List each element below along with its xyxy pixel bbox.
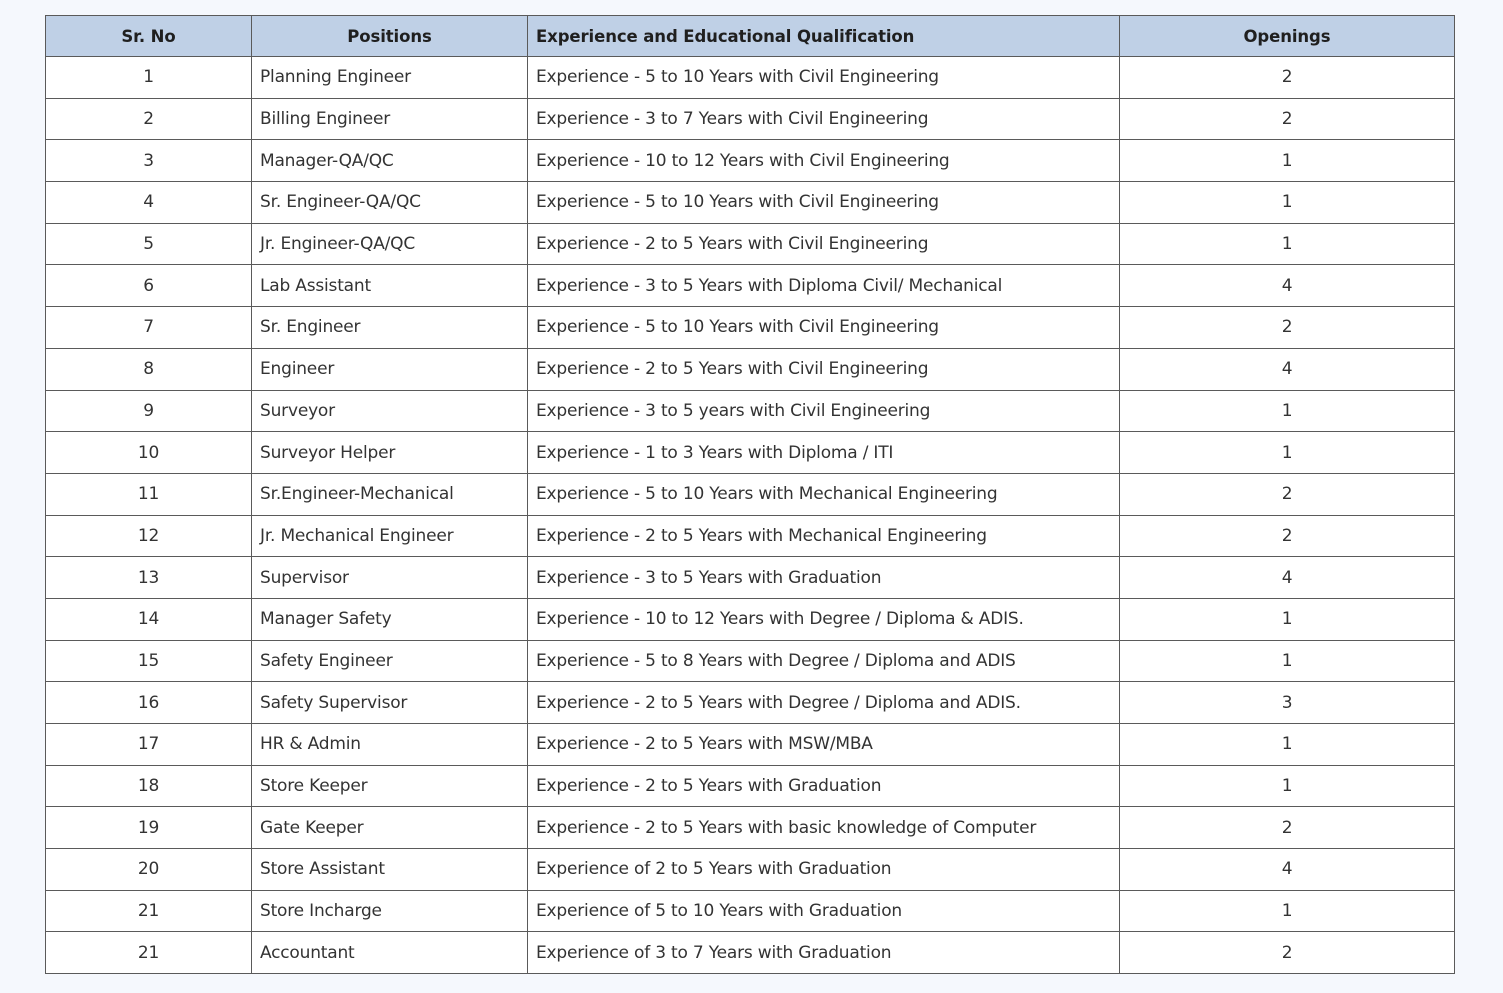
- cell-qualification: Experience - 2 to 5 Years with Mechanical Engineering: [528, 515, 1120, 557]
- cell-sr-no: 10: [46, 432, 252, 474]
- cell-position: Surveyor Helper: [252, 432, 528, 474]
- cell-sr-no: 21: [46, 890, 252, 932]
- table-row: [46, 640, 1455, 682]
- table-row: [46, 765, 1455, 807]
- table-row: [46, 724, 1455, 766]
- cell-position: HR & Admin: [252, 724, 528, 766]
- cell-sr-no: 19: [46, 807, 252, 849]
- cell-openings: 1: [1120, 390, 1455, 432]
- table-row: [46, 307, 1455, 349]
- cell-openings: 2: [1120, 515, 1455, 557]
- cell-sr-no: 13: [46, 557, 252, 599]
- cell-sr-no: 12: [46, 515, 252, 557]
- cell-openings: 2: [1120, 57, 1455, 99]
- table-row: [46, 265, 1455, 307]
- cell-sr-no: 15: [46, 640, 252, 682]
- cell-openings: 4: [1120, 348, 1455, 390]
- cell-qualification: Experience - 5 to 8 Years with Degree / Diploma and ADIS: [528, 640, 1120, 682]
- cell-position: Store Keeper: [252, 765, 528, 807]
- cell-position: Safety Engineer: [252, 640, 528, 682]
- header-positions: Positions: [252, 16, 528, 57]
- header-qualification: Experience and Educational Qualification: [528, 16, 1120, 57]
- job-openings-table: [45, 15, 1455, 974]
- table-row: [46, 223, 1455, 265]
- table-header-row: [46, 16, 1455, 57]
- header-sr-no: Sr. No: [46, 16, 252, 57]
- table-row: [46, 57, 1455, 99]
- cell-position: Manager Safety: [252, 598, 528, 640]
- table-row: [46, 890, 1455, 932]
- cell-sr-no: 16: [46, 682, 252, 724]
- cell-sr-no: 14: [46, 598, 252, 640]
- cell-sr-no: 1: [46, 57, 252, 99]
- cell-position: Manager-QA/QC: [252, 140, 528, 182]
- cell-openings: 4: [1120, 557, 1455, 599]
- cell-sr-no: 21: [46, 932, 252, 974]
- cell-position: Supervisor: [252, 557, 528, 599]
- cell-openings: 1: [1120, 223, 1455, 265]
- cell-openings: 2: [1120, 98, 1455, 140]
- table-row: [46, 348, 1455, 390]
- cell-position: Jr. Engineer-QA/QC: [252, 223, 528, 265]
- table-row: [46, 682, 1455, 724]
- cell-sr-no: 17: [46, 724, 252, 766]
- cell-qualification: Experience - 2 to 5 Years with Civil Engineering: [528, 223, 1120, 265]
- cell-sr-no: 5: [46, 223, 252, 265]
- cell-openings: 1: [1120, 432, 1455, 474]
- cell-position: Jr. Mechanical Engineer: [252, 515, 528, 557]
- cell-position: Sr. Engineer-QA/QC: [252, 182, 528, 224]
- cell-qualification: Experience - 2 to 5 Years with MSW/MBA: [528, 724, 1120, 766]
- table-row: [46, 140, 1455, 182]
- cell-qualification: Experience of 3 to 7 Years with Graduation: [528, 932, 1120, 974]
- cell-position: Planning Engineer: [252, 57, 528, 99]
- cell-position: Lab Assistant: [252, 265, 528, 307]
- cell-openings: 2: [1120, 932, 1455, 974]
- cell-qualification: Experience - 2 to 5 Years with Civil Engineering: [528, 348, 1120, 390]
- cell-openings: 3: [1120, 682, 1455, 724]
- cell-position: Accountant: [252, 932, 528, 974]
- cell-sr-no: 4: [46, 182, 252, 224]
- cell-openings: 1: [1120, 890, 1455, 932]
- table-row: [46, 182, 1455, 224]
- header-openings: Openings: [1120, 16, 1455, 57]
- table-row: [46, 932, 1455, 974]
- cell-qualification: Experience - 5 to 10 Years with Mechanical Engineering: [528, 473, 1120, 515]
- cell-qualification: Experience - 2 to 5 Years with basic knowledge of Computer: [528, 807, 1120, 849]
- cell-qualification: Experience - 3 to 5 Years with Diploma Civil/ Mechanical: [528, 265, 1120, 307]
- cell-sr-no: 2: [46, 98, 252, 140]
- cell-openings: 1: [1120, 640, 1455, 682]
- cell-openings: 4: [1120, 849, 1455, 891]
- cell-position: Billing Engineer: [252, 98, 528, 140]
- cell-position: Sr. Engineer: [252, 307, 528, 349]
- cell-qualification: Experience - 3 to 5 years with Civil Engineering: [528, 390, 1120, 432]
- cell-sr-no: 18: [46, 765, 252, 807]
- cell-openings: 1: [1120, 598, 1455, 640]
- cell-qualification: Experience - 5 to 10 Years with Civil Engineering: [528, 307, 1120, 349]
- cell-sr-no: 11: [46, 473, 252, 515]
- cell-qualification: Experience - 3 to 5 Years with Graduation: [528, 557, 1120, 599]
- cell-qualification: Experience - 10 to 12 Years with Degree / Diploma & ADIS.: [528, 598, 1120, 640]
- cell-openings: 2: [1120, 807, 1455, 849]
- table-row: [46, 98, 1455, 140]
- cell-qualification: Experience - 2 to 5 Years with Degree / Diploma and ADIS.: [528, 682, 1120, 724]
- cell-openings: 1: [1120, 182, 1455, 224]
- table-row: [46, 598, 1455, 640]
- cell-openings: 2: [1120, 307, 1455, 349]
- cell-qualification: Experience - 5 to 10 Years with Civil Engineering: [528, 182, 1120, 224]
- cell-position: Sr.Engineer-Mechanical: [252, 473, 528, 515]
- cell-position: Engineer: [252, 348, 528, 390]
- cell-qualification: Experience - 1 to 3 Years with Diploma / ITI: [528, 432, 1120, 474]
- cell-openings: 4: [1120, 265, 1455, 307]
- cell-position: Gate Keeper: [252, 807, 528, 849]
- cell-qualification: Experience of 5 to 10 Years with Graduation: [528, 890, 1120, 932]
- table-row: [46, 807, 1455, 849]
- table-row: [46, 390, 1455, 432]
- cell-openings: 1: [1120, 724, 1455, 766]
- cell-sr-no: 6: [46, 265, 252, 307]
- cell-sr-no: 20: [46, 849, 252, 891]
- table-row: [46, 849, 1455, 891]
- cell-qualification: Experience - 5 to 10 Years with Civil Engineering: [528, 57, 1120, 99]
- cell-position: Safety Supervisor: [252, 682, 528, 724]
- table-row: [46, 515, 1455, 557]
- cell-sr-no: 7: [46, 307, 252, 349]
- table-row: [46, 473, 1455, 515]
- cell-qualification: Experience - 2 to 5 Years with Graduation: [528, 765, 1120, 807]
- table-row: [46, 432, 1455, 474]
- cell-sr-no: 8: [46, 348, 252, 390]
- cell-sr-no: 9: [46, 390, 252, 432]
- cell-openings: 1: [1120, 765, 1455, 807]
- cell-position: Store Incharge: [252, 890, 528, 932]
- cell-qualification: Experience - 10 to 12 Years with Civil Engineering: [528, 140, 1120, 182]
- cell-openings: 1: [1120, 140, 1455, 182]
- cell-position: Store Assistant: [252, 849, 528, 891]
- table-row: [46, 557, 1455, 599]
- cell-sr-no: 3: [46, 140, 252, 182]
- cell-openings: 2: [1120, 473, 1455, 515]
- cell-position: Surveyor: [252, 390, 528, 432]
- cell-qualification: Experience - 3 to 7 Years with Civil Engineering: [528, 98, 1120, 140]
- cell-qualification: Experience of 2 to 5 Years with Graduation: [528, 849, 1120, 891]
